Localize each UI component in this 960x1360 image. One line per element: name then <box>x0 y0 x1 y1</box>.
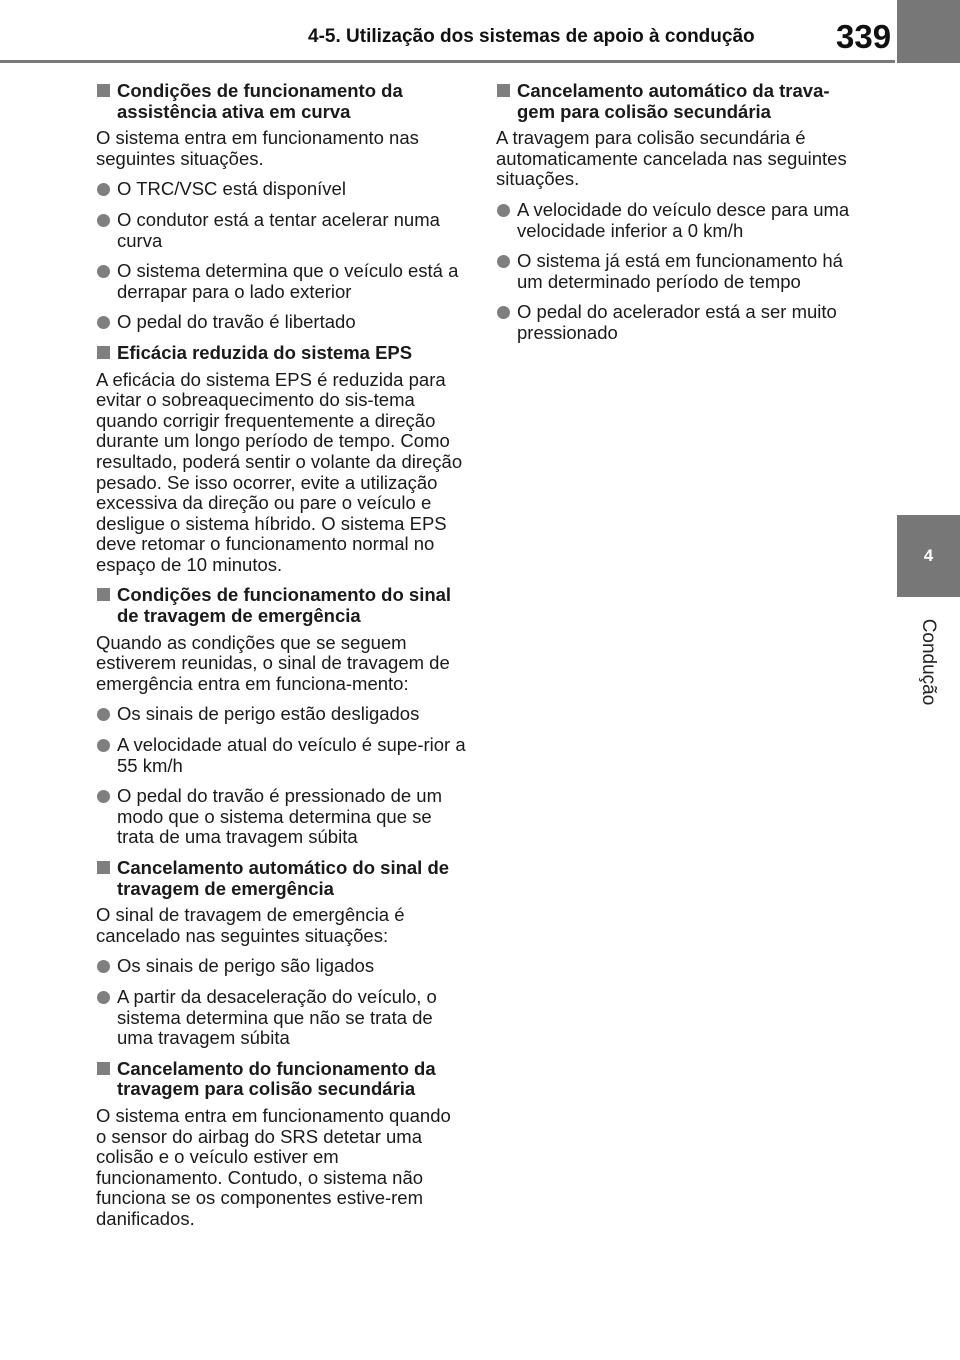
bullet-text: Os sinais de perigo estão desligados <box>117 703 420 725</box>
bullet-item <box>96 210 466 251</box>
bullet-text: O condutor está a tentar acelerar numa curva <box>117 208 440 251</box>
bullet-text: O pedal do travão é libertado <box>117 311 356 333</box>
section <box>496 81 866 344</box>
bullet-text: A velocidade do veículo desce para uma velocidade inferior a 0 km/h <box>517 198 850 241</box>
bullet-item <box>496 251 866 292</box>
section <box>96 81 466 333</box>
bullet-item <box>96 179 466 200</box>
side-tab-top <box>897 0 960 63</box>
right-column <box>496 81 866 354</box>
bullet-text: Os sinais de perigo são ligados <box>117 955 375 977</box>
paragraph: A eficácia do sistema EPS é reduzida para evitar o sobreaquecimento do sis-tema quando corrigir frequentemente a direção durante um longo período de tempo. Como resultado, poderá sentir o volante da direção pesado. Se isso ocorrer, evite a utilização excessiva da direção ou pare o veículo e desligue o sistema híbrido. O sistema EPS deve retomar o funcionamento normal no espaço de 10 minutos. <box>96 368 463 575</box>
bullet-item <box>496 302 866 343</box>
header-divider <box>0 60 895 63</box>
section <box>96 1059 466 1230</box>
paragraph: O sistema entra em funcionamento nas seguintes situações. <box>96 127 419 169</box>
paragraph: O sistema entra em funcionamento quando o sensor do airbag do SRS detetar uma colisão e o veículo estiver em funcionamento. Contudo, o sistema não funciona se os componentes estive-rem danificados. <box>96 1104 451 1229</box>
page-header <box>0 0 960 68</box>
square-bullet-icon <box>97 861 110 874</box>
circle-bullet-icon <box>97 790 110 803</box>
square-bullet-icon <box>497 84 510 97</box>
circle-bullet-icon <box>97 265 110 278</box>
circle-bullet-icon <box>497 255 510 268</box>
left-column <box>96 81 466 1240</box>
bullet-item <box>96 312 466 333</box>
bullet-text: O pedal do acelerador está a ser muito pressionado <box>517 301 837 343</box>
circle-bullet-icon <box>497 204 510 217</box>
bullet-item <box>496 200 866 241</box>
circle-bullet-icon <box>97 214 110 227</box>
circle-bullet-icon <box>97 739 110 752</box>
section-heading <box>96 81 466 122</box>
page-number: 339 <box>836 18 892 55</box>
square-bullet-icon <box>97 346 110 359</box>
chapter-number: 4 <box>923 546 934 565</box>
bullet-item <box>96 261 466 302</box>
section-heading-text: Cancelamento automático da trava-gem para colisão secundária <box>517 80 830 122</box>
bullet-text: O sistema determina que o veículo está a derrapar para o lado exterior <box>117 260 459 302</box>
section <box>96 585 466 848</box>
bullet-item <box>96 956 466 977</box>
circle-bullet-icon <box>97 960 110 973</box>
bullet-text: O TRC/VSC está disponível <box>117 178 346 200</box>
section-heading-text: Condições de funcionamento do sinal de travagem de emergência <box>117 584 452 627</box>
section-heading <box>96 858 466 899</box>
section <box>96 858 466 1049</box>
bullet-text: O pedal do travão é pressionado de um modo que o sistema determina que se trata de uma travagem súbita <box>117 785 442 848</box>
section-heading-text: Cancelamento do funcionamento da travagem para colisão secundária <box>117 1057 436 1100</box>
section-heading <box>96 1059 466 1100</box>
circle-bullet-icon <box>97 316 110 329</box>
bullet-item <box>96 786 466 848</box>
section-heading <box>96 585 466 626</box>
section-heading <box>496 81 866 122</box>
section-heading-text: Eficácia reduzida do sistema EPS <box>117 341 413 363</box>
bullet-text: A velocidade atual do veículo é supe-rior a 55 km/h <box>117 734 466 776</box>
chapter-label: Condução <box>918 618 939 706</box>
square-bullet-icon <box>97 588 110 601</box>
circle-bullet-icon <box>97 991 110 1004</box>
square-bullet-icon <box>97 1062 110 1075</box>
bullet-item <box>96 735 466 776</box>
paragraph: Quando as condições que se seguem estiverem reunidas, o sinal de travagem de emergência entra em funciona-mento: <box>96 631 450 694</box>
section-heading-text: Condições de funcionamento da assistência ativa em curva <box>117 80 403 122</box>
square-bullet-icon <box>97 84 110 97</box>
chapter-tab[interactable] <box>897 515 960 597</box>
bullet-text: O sistema já está em funcionamento há um determinado período de tempo <box>517 250 843 292</box>
section-title: 4-5. Utilização dos sistemas de apoio à condução <box>308 26 755 47</box>
paragraph: O sinal de travagem de emergência é cancelado nas seguintes situações: <box>96 904 405 946</box>
section-heading-text: Cancelamento automático do sinal de travagem de emergência <box>117 857 450 899</box>
circle-bullet-icon <box>97 183 110 196</box>
section-heading <box>96 343 466 364</box>
bullet-item <box>96 987 466 1049</box>
section <box>96 343 466 576</box>
circle-bullet-icon <box>497 306 510 319</box>
circle-bullet-icon <box>97 708 110 721</box>
bullet-item <box>96 704 466 725</box>
bullet-text: A partir da desaceleração do veículo, o sistema determina que não se trata de uma travagem súbita <box>117 985 437 1049</box>
paragraph: A travagem para colisão secundária é automaticamente cancelada nas seguintes situações. <box>496 127 847 190</box>
